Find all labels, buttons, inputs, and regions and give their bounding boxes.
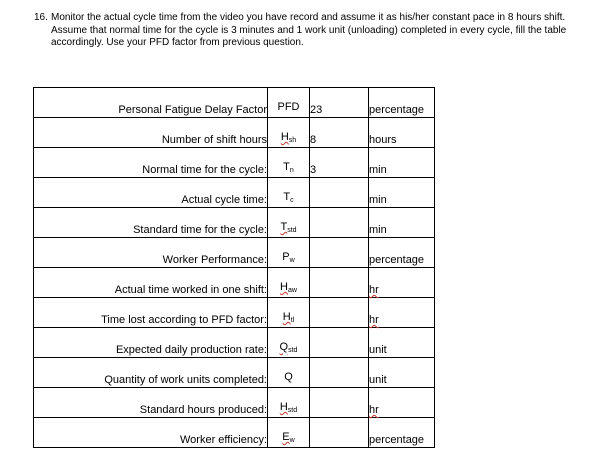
row-value-cell[interactable]: 3 — [310, 148, 369, 178]
row-unit — [369, 388, 435, 418]
row-label: Actual time worked in one shift: — [34, 268, 268, 298]
question-block — [34, 12, 594, 50]
row-symbol — [268, 88, 310, 118]
row-unit — [369, 178, 435, 208]
row-label: Time lost according to PFD factor: — [34, 298, 268, 328]
unit-text: min — [369, 224, 387, 236]
symbol-main: PFD — [277, 101, 300, 113]
row-unit — [369, 238, 435, 268]
row-value-cell[interactable] — [310, 238, 369, 268]
row-symbol — [268, 178, 310, 208]
question-number: 16. — [34, 12, 48, 23]
row-value-cell[interactable]: 8 — [310, 118, 369, 148]
question-text: Monitor the actual cycle time from the video you have record and assume it as his/her constant pace in 8 hours shift. Assume that normal time for the cycle is 3 minutes and 1 work unit (unloading) completed in every cycle, fill the table accordingly. Use your PFD factor from previous question. — [51, 12, 567, 48]
symbol-main: H — [280, 281, 288, 293]
row-unit — [369, 268, 435, 298]
symbol-subscript: aw — [288, 287, 297, 294]
unit-text: percentage — [369, 104, 425, 116]
symbol-main: T — [283, 161, 290, 173]
row-symbol — [268, 238, 310, 268]
unit-text: unit — [369, 374, 387, 386]
pfd-table — [33, 87, 435, 448]
row-symbol — [268, 418, 310, 448]
symbol-main: T — [283, 191, 291, 203]
symbol-main: H — [280, 131, 289, 143]
row-label: Normal time for the cycle: — [34, 148, 268, 178]
unit-text: hr — [369, 404, 379, 416]
table-row — [34, 388, 435, 418]
symbol-main: H — [279, 401, 288, 413]
symbol-subscript: n — [289, 167, 294, 174]
row-unit — [369, 358, 435, 388]
row-label: Standard hours produced: — [34, 388, 268, 418]
row-label: Number of shift hours — [34, 118, 268, 148]
symbol-main: Q — [279, 341, 289, 353]
table-row — [34, 358, 435, 388]
unit-text: percentage — [369, 254, 425, 266]
table-row — [34, 328, 435, 358]
table-row — [34, 178, 435, 208]
row-value-cell[interactable] — [310, 298, 369, 328]
row-symbol — [268, 298, 310, 328]
row-value-cell[interactable] — [310, 388, 369, 418]
unit-text: percentage — [369, 434, 425, 446]
row-label: Standard time for the cycle: — [34, 208, 268, 238]
symbol-main: Q — [284, 371, 293, 383]
symbol-subscript: std — [287, 227, 297, 234]
row-label: Worker efficiency: — [34, 418, 268, 448]
row-symbol — [268, 208, 310, 238]
unit-text: hr — [369, 284, 379, 296]
row-value-cell[interactable] — [310, 268, 369, 298]
row-label: Quantity of work units completed: — [34, 358, 268, 388]
row-label: Actual cycle time: — [34, 178, 268, 208]
row-symbol — [268, 388, 310, 418]
table-row — [34, 418, 435, 448]
table-row — [34, 208, 435, 238]
row-value-cell[interactable] — [310, 178, 369, 208]
table-row — [34, 238, 435, 268]
row-label: Expected daily production rate: — [34, 328, 268, 358]
symbol-subscript: w — [289, 257, 295, 264]
row-value-cell[interactable] — [310, 418, 369, 448]
symbol-subscript: w — [289, 437, 295, 444]
table-row — [34, 148, 435, 178]
symbol-subscript: sh — [288, 137, 297, 144]
table-row — [34, 88, 435, 118]
symbol-main: T — [280, 221, 288, 233]
row-unit — [369, 88, 435, 118]
row-value-cell[interactable] — [310, 208, 369, 238]
symbol-main: E — [282, 431, 290, 443]
row-value-cell[interactable]: 23 — [310, 88, 369, 118]
symbol-subscript: c — [290, 197, 294, 204]
row-unit — [369, 418, 435, 448]
row-unit — [369, 298, 435, 328]
row-unit — [369, 328, 435, 358]
row-symbol — [268, 148, 310, 178]
table-row — [34, 118, 435, 148]
row-value-cell[interactable] — [310, 328, 369, 358]
symbol-subscript: std — [287, 407, 298, 414]
table-row — [34, 268, 435, 298]
unit-text: unit — [369, 344, 387, 356]
unit-text: hours — [369, 134, 397, 146]
row-symbol — [268, 268, 310, 298]
unit-text: min — [369, 194, 387, 206]
row-symbol — [268, 328, 310, 358]
symbol-main: P — [282, 251, 290, 263]
row-symbol — [268, 358, 310, 388]
row-symbol — [268, 118, 310, 148]
row-label: Worker Performance: — [34, 238, 268, 268]
table-row — [34, 298, 435, 328]
unit-text: hr — [369, 314, 379, 326]
row-unit — [369, 208, 435, 238]
row-unit — [369, 148, 435, 178]
row-label: Personal Fatigue Delay Factor — [34, 88, 268, 118]
symbol-subscript: std — [288, 347, 298, 354]
row-value-cell[interactable] — [310, 358, 369, 388]
symbol-subscript: tl — [290, 317, 295, 324]
unit-text: min — [369, 164, 387, 176]
row-unit — [369, 118, 435, 148]
symbol-main: H — [282, 311, 291, 323]
